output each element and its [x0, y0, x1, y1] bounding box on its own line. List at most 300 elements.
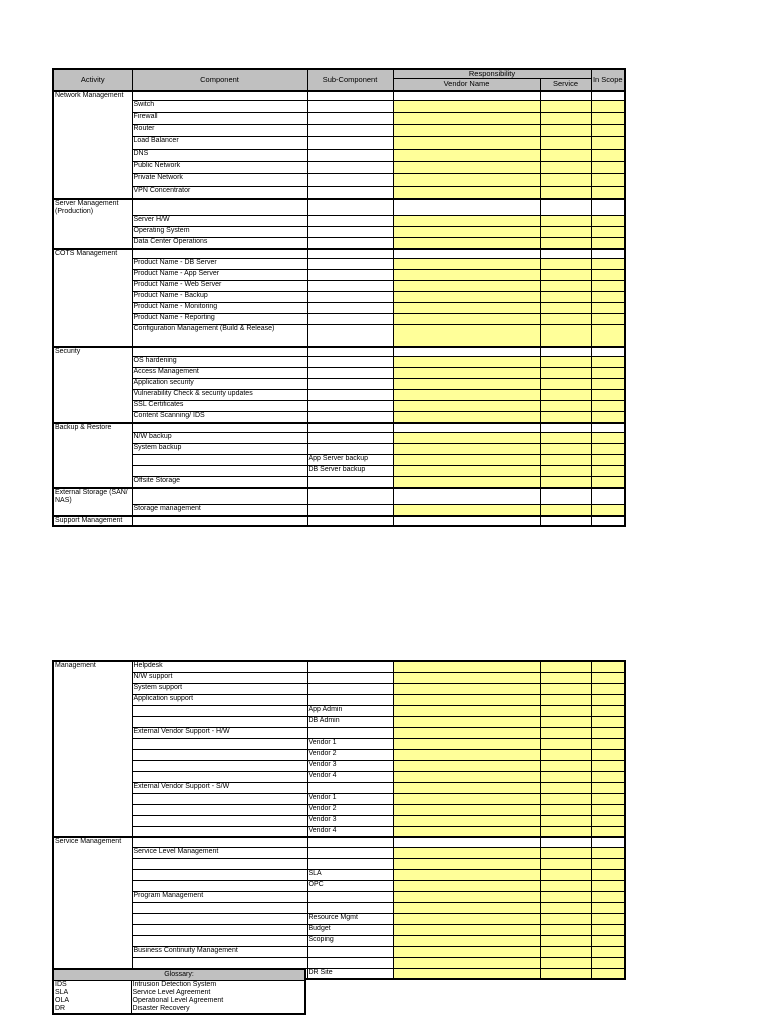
sub-component-cell: [307, 325, 393, 347]
sub-component-cell: [307, 137, 393, 150]
service-cell: [540, 466, 591, 477]
service-cell: [540, 433, 591, 444]
in-scope-cell: [591, 826, 625, 837]
activity-cell: [53, 935, 132, 946]
table-row: [53, 477, 625, 488]
activity-cell: [53, 238, 132, 249]
table-row: [53, 238, 625, 249]
component-cell: N/W backup: [132, 433, 307, 444]
table-row: [53, 433, 625, 444]
activity-cell: [53, 683, 132, 694]
activity-cell: [53, 957, 132, 968]
in-scope-cell: [591, 891, 625, 902]
sub-component-cell: [307, 270, 393, 281]
component-cell: Operating System: [132, 227, 307, 238]
glossary-definition: Service Level Agreement: [131, 989, 305, 997]
sub-component-cell: [307, 259, 393, 270]
activity-cell: [53, 390, 132, 401]
sub-component-cell: [307, 347, 393, 357]
in-scope-cell: [591, 199, 625, 216]
service-cell: [540, 368, 591, 379]
component-cell: [132, 91, 307, 101]
glossary-definition: Operational Level Agreement: [131, 997, 305, 1005]
component-cell: Product Name - Reporting: [132, 314, 307, 325]
sub-component-cell: [307, 401, 393, 412]
in-scope-cell: [591, 303, 625, 314]
activity-cell: [53, 357, 132, 368]
sub-component-cell: [307, 902, 393, 913]
in-scope-cell: [591, 137, 625, 150]
in-scope-cell: [591, 694, 625, 705]
vendor-name-cell: [393, 125, 540, 137]
service-cell: [540, 957, 591, 968]
vendor-name-cell: [393, 837, 540, 847]
vendor-name-cell: [393, 968, 540, 979]
activity-cell: [53, 292, 132, 303]
in-scope-cell: [591, 782, 625, 793]
glossary-row: [53, 1005, 305, 1014]
component-cell: VPN Concentrator: [132, 187, 307, 199]
vendor-name-cell: [393, 858, 540, 869]
in-scope-cell: [591, 672, 625, 683]
service-cell: [540, 760, 591, 771]
in-scope-cell: [591, 238, 625, 249]
in-scope-cell: [591, 455, 625, 466]
activity-cell: [53, 694, 132, 705]
component-cell: Access Management: [132, 368, 307, 379]
activity-cell: [53, 891, 132, 902]
in-scope-cell: [591, 716, 625, 727]
glossary-row: [53, 997, 305, 1005]
activity-cell: [53, 412, 132, 423]
component-cell: [132, 804, 307, 815]
vendor-name-cell: [393, 227, 540, 238]
activity-cell: Service Management: [53, 837, 132, 847]
component-cell: [132, 705, 307, 716]
activity-cell: [53, 401, 132, 412]
component-cell: Helpdesk: [132, 661, 307, 672]
in-scope-cell: [591, 368, 625, 379]
vendor-name-cell: [393, 869, 540, 880]
responsibility-table: [52, 68, 626, 527]
sub-component-cell: [307, 477, 393, 488]
component-cell: [132, 837, 307, 847]
component-cell: N/W support: [132, 672, 307, 683]
vendor-name-cell: [393, 924, 540, 935]
component-cell: [132, 738, 307, 749]
in-scope-cell: [591, 935, 625, 946]
vendor-name-cell: [393, 466, 540, 477]
activity-cell: [53, 150, 132, 162]
support-service-table: [52, 660, 626, 980]
table-row: [53, 216, 625, 227]
sub-component-cell: [307, 444, 393, 455]
table-row: [53, 804, 625, 815]
table-row: [53, 957, 625, 968]
activity-cell: [53, 815, 132, 826]
in-scope-cell: [591, 771, 625, 782]
vendor-name-cell: [393, 815, 540, 826]
vendor-name-cell: [393, 847, 540, 858]
table-row: [53, 270, 625, 281]
service-cell: [540, 935, 591, 946]
vendor-name-cell: [393, 957, 540, 968]
sub-component-cell: [307, 249, 393, 259]
sub-component-cell: Scoping: [307, 935, 393, 946]
table-row: [53, 162, 625, 174]
in-scope-cell: [591, 488, 625, 505]
vendor-name-cell: [393, 137, 540, 150]
table-row: [53, 101, 625, 113]
service-cell: [540, 488, 591, 505]
vendor-name-cell: [393, 91, 540, 101]
component-cell: Storage management: [132, 505, 307, 516]
vendor-name-cell: [393, 727, 540, 738]
activity-cell: Management: [53, 661, 132, 672]
sub-component-cell: [307, 858, 393, 869]
component-cell: [132, 488, 307, 505]
activity-cell: [53, 880, 132, 891]
header-vendor-name: Vendor Name: [393, 79, 540, 91]
vendor-name-cell: [393, 292, 540, 303]
vendor-name-cell: [393, 488, 540, 505]
vendor-name-cell: [393, 150, 540, 162]
component-cell: [132, 455, 307, 466]
in-scope-cell: [591, 401, 625, 412]
vendor-name-cell: [393, 390, 540, 401]
in-scope-cell: [591, 325, 625, 347]
vendor-name-cell: [393, 249, 540, 259]
in-scope-cell: [591, 749, 625, 760]
component-cell: [132, 869, 307, 880]
activity-cell: Backup & Restore: [53, 423, 132, 433]
table-row: [53, 444, 625, 455]
in-scope-cell: [591, 270, 625, 281]
service-cell: [540, 727, 591, 738]
sub-component-cell: App Admin: [307, 705, 393, 716]
component-cell: Application support: [132, 694, 307, 705]
in-scope-cell: [591, 477, 625, 488]
table-row: [53, 187, 625, 199]
activity-cell: [53, 162, 132, 174]
activity-cell: [53, 782, 132, 793]
sub-component-cell: Vendor 4: [307, 826, 393, 837]
component-cell: System backup: [132, 444, 307, 455]
in-scope-cell: [591, 858, 625, 869]
vendor-name-cell: [393, 444, 540, 455]
table-row: [53, 314, 625, 325]
activity-cell: [53, 505, 132, 516]
activity-cell: [53, 771, 132, 782]
activity-cell: [53, 270, 132, 281]
table-row: [53, 935, 625, 946]
activity-cell: Network Management: [53, 91, 132, 101]
table-row: [53, 727, 625, 738]
vendor-name-cell: [393, 187, 540, 199]
service-cell: [540, 91, 591, 101]
component-cell: [132, 760, 307, 771]
activity-cell: External Storage (SAN/ NAS): [53, 488, 132, 505]
in-scope-cell: [591, 347, 625, 357]
sub-component-cell: [307, 782, 393, 793]
glossary-definition: Intrusion Detection System: [131, 981, 305, 990]
in-scope-cell: [591, 249, 625, 259]
table-row: [53, 946, 625, 957]
service-cell: [540, 858, 591, 869]
in-scope-cell: [591, 444, 625, 455]
activity-cell: [53, 174, 132, 187]
in-scope-cell: [591, 793, 625, 804]
in-scope-cell: [591, 913, 625, 924]
table-row: [53, 815, 625, 826]
in-scope-cell: [591, 187, 625, 199]
in-scope-cell: [591, 705, 625, 716]
component-cell: Application security: [132, 379, 307, 390]
sub-component-cell: [307, 314, 393, 325]
vendor-name-cell: [393, 347, 540, 357]
table-row: [53, 683, 625, 694]
service-cell: [540, 672, 591, 683]
service-cell: [540, 455, 591, 466]
in-scope-cell: [591, 902, 625, 913]
vendor-name-cell: [393, 716, 540, 727]
in-scope-cell: [591, 227, 625, 238]
sub-component-cell: [307, 150, 393, 162]
vendor-name-cell: [393, 455, 540, 466]
component-cell: Load Balancer: [132, 137, 307, 150]
component-cell: Router: [132, 125, 307, 137]
vendor-name-cell: [393, 705, 540, 716]
component-cell: [132, 516, 307, 526]
service-cell: [540, 705, 591, 716]
service-cell: [540, 162, 591, 174]
table-row: [53, 826, 625, 837]
sub-component-cell: DB Admin: [307, 716, 393, 727]
in-scope-cell: [591, 216, 625, 227]
component-cell: [132, 815, 307, 826]
in-scope-cell: [591, 113, 625, 125]
service-cell: [540, 968, 591, 979]
sub-component-cell: [307, 694, 393, 705]
component-cell: [132, 466, 307, 477]
component-cell: [132, 935, 307, 946]
activity-cell: COTS Management: [53, 249, 132, 259]
table-row: [53, 913, 625, 924]
glossary-abbr: DR: [53, 1005, 131, 1014]
sub-component-cell: Budget: [307, 924, 393, 935]
vendor-name-cell: [393, 357, 540, 368]
sub-component-cell: DR Site: [307, 968, 393, 979]
activity-cell: [53, 314, 132, 325]
table-row: [53, 174, 625, 187]
component-cell: [132, 826, 307, 837]
table-row: [53, 325, 625, 347]
activity-cell: [53, 466, 132, 477]
activity-cell: [53, 705, 132, 716]
service-cell: [540, 150, 591, 162]
header-sub-component: Sub-Component: [307, 69, 393, 91]
component-cell: Product Name - Web Server: [132, 281, 307, 292]
service-cell: [540, 505, 591, 516]
component-cell: Service Level Management: [132, 847, 307, 858]
component-cell: Configuration Management (Build & Release): [132, 325, 307, 347]
sub-component-cell: [307, 672, 393, 683]
in-scope-cell: [591, 466, 625, 477]
in-scope-cell: [591, 505, 625, 516]
vendor-name-cell: [393, 683, 540, 694]
activity-cell: [53, 672, 132, 683]
table-row: [53, 249, 625, 259]
activity-cell: [53, 913, 132, 924]
table-row: [53, 869, 625, 880]
in-scope-cell: [591, 516, 625, 526]
sub-component-cell: [307, 292, 393, 303]
vendor-name-cell: [393, 423, 540, 433]
vendor-name-cell: [393, 804, 540, 815]
service-cell: [540, 516, 591, 526]
service-cell: [540, 174, 591, 187]
glossary-abbr: OLA: [53, 997, 131, 1005]
sub-component-cell: [307, 125, 393, 137]
sub-component-cell: [307, 505, 393, 516]
activity-cell: [53, 216, 132, 227]
table-row: [53, 379, 625, 390]
vendor-name-cell: [393, 913, 540, 924]
component-cell: DNS: [132, 150, 307, 162]
service-cell: [540, 216, 591, 227]
sub-component-cell: [307, 661, 393, 672]
in-scope-cell: [591, 91, 625, 101]
sub-component-cell: [307, 113, 393, 125]
component-cell: [132, 347, 307, 357]
service-cell: [540, 869, 591, 880]
in-scope-cell: [591, 174, 625, 187]
service-cell: [540, 423, 591, 433]
activity-cell: [53, 858, 132, 869]
component-cell: External Vendor Support - S/W: [132, 782, 307, 793]
table-row: [53, 412, 625, 423]
glossary-abbr: SLA: [53, 989, 131, 997]
in-scope-cell: [591, 727, 625, 738]
sub-component-cell: [307, 368, 393, 379]
activity-cell: [53, 187, 132, 199]
in-scope-cell: [591, 815, 625, 826]
sub-component-cell: Vendor 1: [307, 738, 393, 749]
component-cell: External Vendor Support - H/W: [132, 727, 307, 738]
table-row: [53, 113, 625, 125]
sub-component-cell: [307, 946, 393, 957]
table-row: [53, 694, 625, 705]
sub-component-cell: OPC: [307, 880, 393, 891]
activity-cell: [53, 455, 132, 466]
in-scope-cell: [591, 390, 625, 401]
activity-cell: [53, 727, 132, 738]
component-cell: [132, 924, 307, 935]
service-cell: [540, 238, 591, 249]
activity-cell: [53, 749, 132, 760]
table-row: [53, 847, 625, 858]
service-cell: [540, 249, 591, 259]
sub-component-cell: App Server backup: [307, 455, 393, 466]
vendor-name-cell: [393, 325, 540, 347]
vendor-name-cell: [393, 738, 540, 749]
service-cell: [540, 847, 591, 858]
vendor-name-cell: [393, 935, 540, 946]
vendor-name-cell: [393, 270, 540, 281]
vendor-name-cell: [393, 174, 540, 187]
header-in-scope: In Scope: [591, 69, 625, 91]
activity-cell: Security: [53, 347, 132, 357]
table-row: [53, 357, 625, 368]
component-cell: Server H/W: [132, 216, 307, 227]
sub-component-cell: [307, 727, 393, 738]
service-cell: [540, 891, 591, 902]
in-scope-cell: [591, 847, 625, 858]
component-cell: Data Center Operations: [132, 238, 307, 249]
service-cell: [540, 113, 591, 125]
activity-cell: [53, 902, 132, 913]
component-cell: [132, 771, 307, 782]
service-cell: [540, 314, 591, 325]
in-scope-cell: [591, 433, 625, 444]
service-cell: [540, 902, 591, 913]
table-row: [53, 303, 625, 314]
in-scope-cell: [591, 101, 625, 113]
component-cell: Product Name - Monitoring: [132, 303, 307, 314]
activity-cell: [53, 227, 132, 238]
service-cell: [540, 837, 591, 847]
table-row: [53, 423, 625, 433]
header-activity: Activity: [53, 69, 132, 91]
sub-component-cell: [307, 199, 393, 216]
component-cell: Product Name - DB Server: [132, 259, 307, 270]
in-scope-cell: [591, 259, 625, 270]
glossary-row: [53, 989, 305, 997]
sub-component-cell: Resource Mgmt: [307, 913, 393, 924]
sub-component-cell: [307, 390, 393, 401]
table-row: [53, 749, 625, 760]
table-row: [53, 705, 625, 716]
in-scope-cell: [591, 957, 625, 968]
service-cell: [540, 661, 591, 672]
vendor-name-cell: [393, 314, 540, 325]
table-row: [53, 390, 625, 401]
table-row: [53, 891, 625, 902]
activity-cell: [53, 738, 132, 749]
vendor-name-cell: [393, 516, 540, 526]
component-cell: [132, 858, 307, 869]
service-cell: [540, 771, 591, 782]
vendor-name-cell: [393, 101, 540, 113]
vendor-name-cell: [393, 412, 540, 423]
vendor-name-cell: [393, 281, 540, 292]
vendor-name-cell: [393, 661, 540, 672]
sub-component-cell: [307, 379, 393, 390]
vendor-name-cell: [393, 891, 540, 902]
service-cell: [540, 347, 591, 357]
in-scope-cell: [591, 314, 625, 325]
sub-component-cell: [307, 101, 393, 113]
service-cell: [540, 259, 591, 270]
vendor-name-cell: [393, 505, 540, 516]
sub-component-cell: [307, 412, 393, 423]
sub-component-cell: [307, 423, 393, 433]
vendor-name-cell: [393, 113, 540, 125]
sub-component-cell: Vendor 2: [307, 804, 393, 815]
activity-cell: Server Management (Production): [53, 199, 132, 216]
table-row: [53, 793, 625, 804]
sub-component-cell: [307, 433, 393, 444]
